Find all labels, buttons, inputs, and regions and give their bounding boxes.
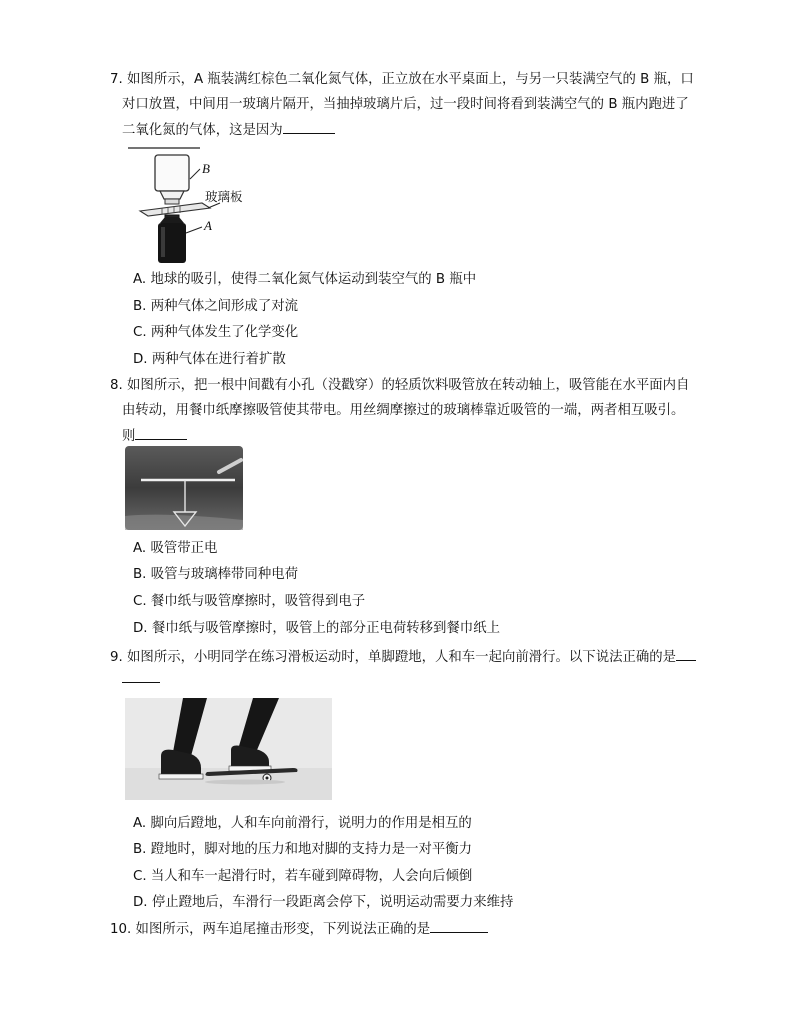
q7-stem-line2: 对口放置，中间用一玻璃片隔开，当抽掉玻璃片后，过一段时间将看到装满空气的 B 瓶内跑进了 — [122, 97, 689, 112]
q9-stem-line1 — [110, 648, 696, 667]
q7-option-a[interactable]: A. 地球的吸引，使得二氧化氮气体运动到装空气的 B 瓶中 — [133, 272, 477, 287]
q8-option-d[interactable]: D. 餐巾纸与吸管摩擦时，吸管上的部分正电荷转移到餐巾纸上 — [133, 621, 500, 636]
q8-straw-photo — [125, 446, 243, 530]
label-a-pointer — [186, 227, 202, 233]
q10-stem-line1-text: 10. 如图所示，两车追尾撞击形变，下列说法正确的是 — [110, 922, 431, 937]
bottle-a-icon — [158, 215, 186, 263]
q7-stem-line1: 7. 如图所示，A 瓶装满红棕色二氧化氮气体，正立放在水平桌面上，与另一只装满空气的 B 瓶，口 — [110, 72, 694, 87]
q7-stem-line3 — [122, 121, 335, 140]
q8-stem-line3-text: 则 — [122, 429, 136, 444]
q8-option-b[interactable]: B. 吸管与玻璃棒带同种电荷 — [133, 567, 298, 582]
bottle-b-icon — [155, 155, 189, 204]
q9-stem-line1-text: 9. 如图所示，小明同学在练习滑板运动时，单脚蹬地，人和车一起向前滑行。以下说法正确的是 — [110, 650, 677, 665]
glass-plate-icon — [140, 203, 210, 216]
q8-option-c[interactable]: C. 餐巾纸与吸管摩擦时，吸管得到电子 — [133, 594, 366, 609]
q10-answer-blank[interactable] — [430, 920, 488, 933]
q7-option-b[interactable]: B. 两种气体之间形成了对流 — [133, 299, 298, 314]
q8-answer-blank[interactable] — [135, 427, 187, 440]
q9-answer-blank-part2[interactable] — [122, 670, 160, 683]
q9-option-c[interactable]: C. 当人和车一起滑行时，若车碰到障碍物，人会向后倾倒 — [133, 869, 473, 884]
label-b-pointer — [190, 169, 200, 179]
q8-stem-line1: 8. 如图所示，把一根中间戳有小孔（没戳穿）的轻质饮料吸管放在转动轴上，吸管能在水平面内自 — [110, 378, 690, 393]
fig-label-glass: 玻璃板 — [205, 189, 243, 204]
q9-option-d[interactable]: D. 停止蹬地后，车滑行一段距离会停下，说明运动需要力来维持 — [133, 895, 514, 910]
q7-answer-blank[interactable] — [283, 121, 335, 134]
q8-stem-line2: 由转动，用餐巾纸摩擦吸管使其带电。用丝绸摩擦过的玻璃棒靠近吸管的一端，两者相互吸引。 — [122, 403, 685, 418]
q9-option-b[interactable]: B. 蹬地时，脚对地的压力和地对脚的支持力是一对平衡力 — [133, 842, 473, 857]
q7-bottle-figure — [128, 145, 278, 265]
q9-option-a[interactable]: A. 脚向后蹬地，人和车向前滑行，说明力的作用是相互的 — [133, 816, 472, 831]
q8-option-a[interactable]: A. 吸管带正电 — [133, 541, 218, 556]
q7-stem-line3-text: 二氧化氮的气体，这是因为 — [122, 123, 283, 138]
q8-stem-line3 — [122, 427, 187, 446]
q9-skateboard-photo — [125, 698, 332, 800]
q7-option-c[interactable]: C. 两种气体发生了化学变化 — [133, 325, 299, 340]
q9-answer-blank-part1[interactable] — [676, 648, 696, 661]
q7-option-d[interactable]: D. 两种气体在进行着扩散 — [133, 352, 286, 367]
fig-label-b: B — [202, 161, 210, 176]
fig-label-a: A — [204, 218, 212, 233]
q10-stem-line1 — [110, 920, 488, 939]
q9-stem-line2 — [122, 670, 160, 689]
